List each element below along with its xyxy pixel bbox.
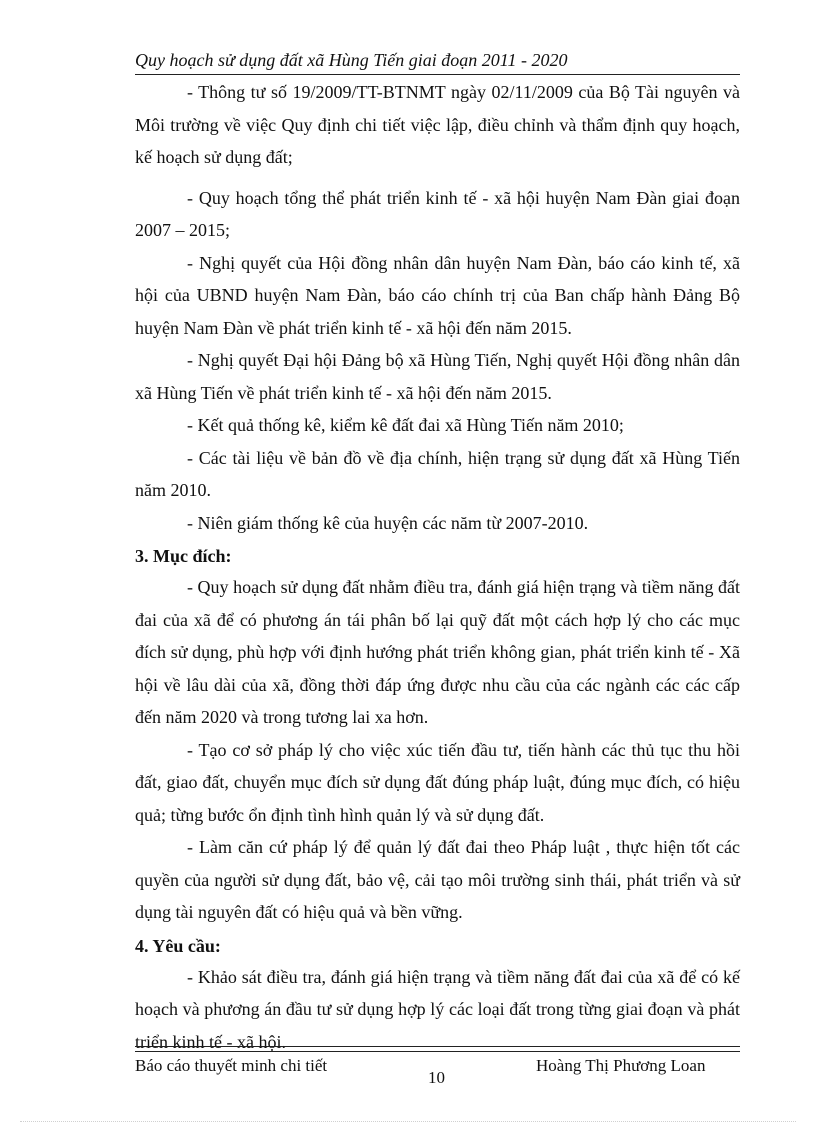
page-header bbox=[135, 50, 740, 75]
page-number: 10 bbox=[428, 1068, 445, 1087]
footer-report-title: Báo cáo thuyết minh chi tiết bbox=[135, 1056, 328, 1075]
section-4-paragraph: - Khảo sát điều tra, đánh giá hiện trạng và tiềm năng đất đai của xã để có kế hoạch và phương án đầu tư sử dụng hợp lý các loại đất trong từng giai đoạn và phát triển kinh tế - xã hội. bbox=[135, 966, 740, 1052]
header-title: Quy hoạch sử dụng đất xã Hùng Tiến giai đoạn 2011 - 2020 bbox=[135, 50, 568, 70]
footer-rule bbox=[135, 1046, 740, 1052]
section-3-heading: 3. Mục đích: bbox=[135, 546, 232, 566]
paragraph-land-statistics: - Kết quả thống kê, kiểm kê đất đai xã Hùng Tiến năm 2010; bbox=[187, 415, 624, 435]
paragraph-cadastral-maps: - Các tài liệu về bản đồ về địa chính, hiện trạng sử dụng đất xã Hùng Tiến năm 2010. bbox=[135, 447, 740, 500]
section-3-paragraph: - Quy hoạch sử dụng đất nhằm điều tra, đánh giá hiện trạng và tiềm năng đất đai của xã để có phương án tái phân bố lại quỹ đất một cách hợp lý cho các mục đích sử dụng, phù hợp với định hướng phát triển không gian, phát triển kinh tế - Xã hội về lâu dài của xã, đồng thời đáp ứng được nhu cầu của các ngành các các cấp đến năm 2020 và trong tương lai xa hơn. bbox=[135, 577, 740, 727]
page-edge-dotted-line bbox=[20, 1121, 796, 1122]
document-body bbox=[135, 76, 740, 1058]
footer-author: Hoàng Thị Phương Loan bbox=[536, 1056, 706, 1075]
section-3-paragraph: - Tạo cơ sở pháp lý cho việc xúc tiến đầu tư, tiến hành các thủ tục thu hồi đất, giao đất, chuyển mục đích sử dụng đất đúng pháp luật, đúng mục đích, có hiệu quả; từng bước ổn định tình hình quản lý và sử dụng đất. bbox=[135, 739, 740, 825]
paragraph-commune-resolution: - Nghị quyết Đại hội Đảng bộ xã Hùng Tiến, Nghị quyết Hội đồng nhân dân xã Hùng Tiến về phát triển kinh tế - xã hội đến năm 2015. bbox=[135, 350, 740, 403]
section-3-paragraph: - Làm căn cứ pháp lý để quản lý đất đai theo Pháp luật , thực hiện tốt các quyền của người sử dụng đất, bảo vệ, cải tạo môi trường sinh thái, phát triển và sử dụng tài nguyên đất có hiệu quả và bền vững. bbox=[135, 837, 740, 922]
paragraph-yearbook: - Niên giám thống kê của huyện các năm từ 2007-2010. bbox=[187, 512, 589, 533]
paragraph-district-resolution: - Nghị quyết của Hội đồng nhân dân huyện Nam Đàn, báo cáo kinh tế, xã hội của UBND huyện Nam Đàn, báo cáo chính trị của Ban chấp hành Đảng Bộ huyện Nam Đàn về phát triển kinh tế - xã hội đến năm 2015. bbox=[135, 252, 740, 338]
paragraph-master-plan: - Quy hoạch tổng thể phát triển kinh tế - xã hội huyện Nam Đàn giai đoạn 2007 – 2015; bbox=[135, 187, 740, 240]
paragraph-circular-19: - Thông tư số 19/2009/TT-BTNMT ngày 02/11/2009 của Bộ Tài nguyên và Môi trường về việc Quy định chi tiết việc lập, điều chỉnh và thẩm định quy hoạch, kế hoạch sử dụng đất; bbox=[135, 82, 740, 167]
section-4-heading: 4. Yêu cầu: bbox=[135, 935, 221, 956]
